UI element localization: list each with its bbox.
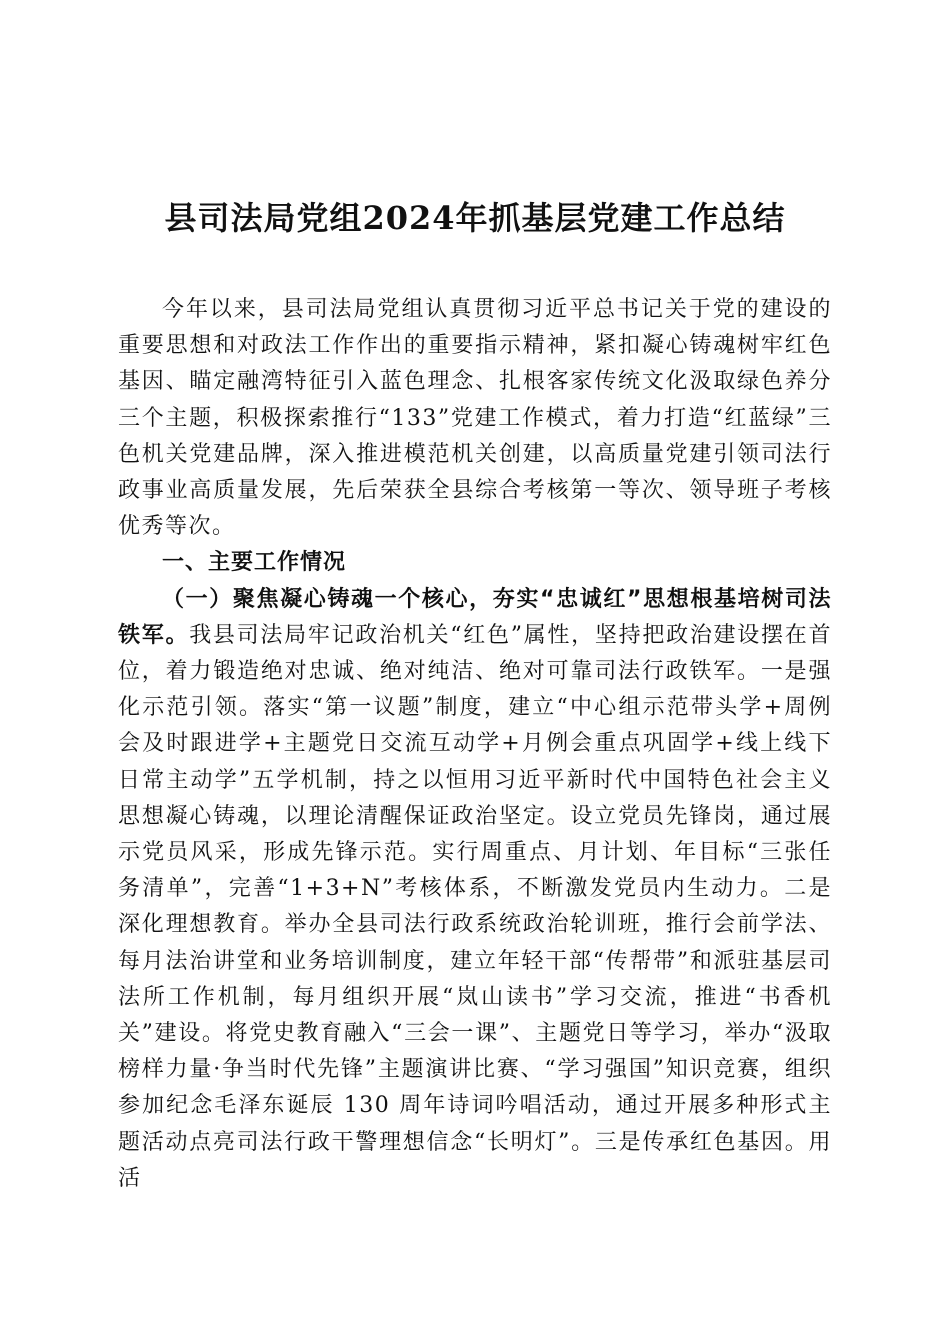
document-body [118, 292, 832, 1197]
intro-paragraph: 今年以来，县司法局党组认真贯彻习近平总书记关于党的建设的重要思想和对政法工作作出的重要指示精神，紧扣凝心铸魂树牢红色基因、瞄定融湾特征引入蓝色理念、扎根客家传统文化汲取绿色养分三个主题，积极探索推行“133”党建工作模式，着力打造“红蓝绿”三色机关党建品牌，深入推进模范机关创建，以高质量党建引领司法行政事业高质量发展，先后荣获全县综合考核第一等次、领导班子考核优秀等次。 [118, 297, 832, 540]
subsection-body-1: 我县司法局牢记政治机关“红色”属性，坚持把政治建设摆在首位，着力锻造绝对忠诚、绝对纯洁、绝对可靠司法行政铁军。一是强化示范引领。落实“第一议题”制度，建立“中心组示范带头学+周例会及时跟进学+主题党日交流互动学+月例会重点巩固学+线上线下日常主动学”五学机制，持之以恒用习近平新时代中国特色社会主义思想凝心铸魂，以理论清醒保证政治坚定。设立党员先锋岗，通过展示党员风采，形成先锋示范。实行周重点、月计划、年目标“三张任务清单”，完善“1+3+N”考核体系，不断激发党员内生动力。二是深化理想教育。举办全县司法行政系统政治轮训班，推行会前学法、每月法治讲堂和业务培训制度，建立年轻干部“传帮带”和派驻基层司法所工作机制，每月组织开展“岚山读书”学习交流，推进“书香机关”建设。将党史教育融入“三会一课”、主题党日等学习，举办“汲取榜样力量·争当时代先锋”主题演讲比赛、“学习强国”知识竞赛，组织参加纪念毛泽东诞辰 130 周年诗词吟唱活动，通过开展多种形式主题活动点亮司法行政干警理想信念“长明灯”。三是传承红色基因。用活 [118, 622, 832, 1191]
subsection-paragraph-1 [118, 582, 832, 1197]
section-heading-main-work: 一、主要工作情况 [162, 550, 347, 576]
document-title: 县司法局党组2024年抓基层党建工作总结 [164, 199, 786, 237]
subsection-heading-1: （一）聚焦凝心铸魂一个核心，夯实“忠诚红”思想根基培树司法铁军。 [118, 586, 832, 648]
